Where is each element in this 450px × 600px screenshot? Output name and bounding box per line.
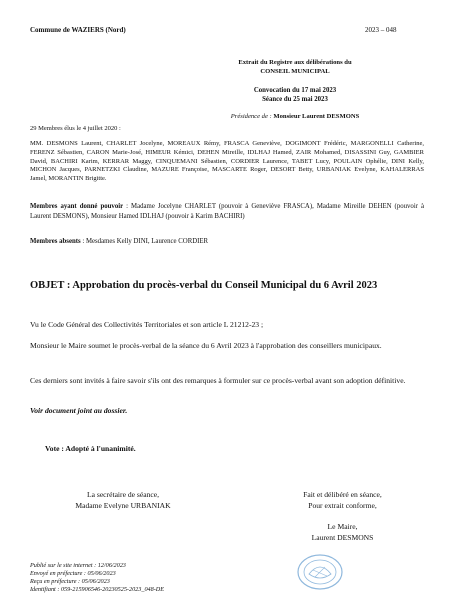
received-prefecture-date: Reçu en préfecture : 05/06/2023 — [30, 578, 110, 585]
deliberation-number: 2023 – 048 — [365, 26, 397, 34]
sent-prefecture-date: Envoyé en préfecture : 05/06/2023 — [30, 570, 116, 577]
certification-line-1: Fait et délibéré en séance, — [303, 490, 382, 499]
presidence-name: Monsieur Laurent DESMONS — [273, 113, 360, 120]
remarks-invitation: Ces derniers sont invités à faire savoir s'ils ont des remarques à formuler sur ce procès-verbal avant son adoption définitive. — [30, 376, 406, 385]
convocation-date: Convocation du 17 mai 2023 — [253, 87, 337, 94]
attached-document-note: Voir document joint au dossier. — [30, 406, 128, 415]
mayor-submission: Monsieur le Maire soumet le procès-verbal de la séance du 6 Avril 2023 à l'approbation des conseillers municipaux. — [30, 341, 382, 350]
absent-text: : Mesdames Kelly DINI, Laurence CORDIER — [80, 238, 209, 245]
secretary-signature — [58, 490, 188, 511]
presidence-label: Présidence de : — [230, 113, 274, 120]
members-list: MM. DESMONS Laurent, CHARLET Jocelyne, MOREAUX Rémy, FRASCA Geneviève, DOGIMONT Frédéric, MARGONELLI Catherine, FERENZ Sébastien, CARON Marie-José, HIMEUR Kémici, DEHEN Mireille, IDLHAJ Hamed, ZAIR Mohamed, DISASSINI Guy, GAMBIER David, BACHIRI Karim, KERRAR Maggy, CINQUEMANI Sébastien, CORDIER Laurence, TABET Lucy, POULAIN Ophélie, DINI Kelly, MICHON Jacques, PARNETZKI Claudine, MAZURE Françoise, MASCARTE Roger, DESORT Betty, URBANIAK Evelyne, KAHALERRAS Jamel, MORANTIN Brigitte. — [30, 140, 424, 183]
secretary-name: Madame Evelyne URBANIAK — [75, 500, 171, 510]
subject-heading: OBJET : Approbation du procès-verbal du Conseil Municipal du 6 Avril 2023 — [30, 280, 378, 291]
presidence-line — [190, 113, 400, 120]
mayor-signature — [280, 522, 405, 543]
published-date: Publié sur le site internet : 12/06/2023 — [30, 562, 126, 569]
municipal-seal-icon — [295, 552, 345, 592]
certification-block — [280, 490, 405, 511]
proxy-label: Membres ayant donné pouvoir — [30, 203, 124, 210]
legal-reference: Vu le Code Général des Collectivités Territoriales et son article L 21212-23 ; — [30, 320, 264, 329]
register-line-1: Extrait du Registre aux délibérations du — [238, 59, 352, 66]
transmission-metadata — [30, 562, 164, 594]
mayor-title: Le Maire, — [327, 522, 358, 531]
absent-members — [30, 238, 424, 245]
members-intro: 29 Membres élus le 4 juillet 2020 : — [30, 125, 121, 132]
convocation-block — [190, 86, 400, 104]
absent-label: Membres absents — [30, 238, 81, 245]
mayor-name: Laurent DESMONS — [311, 532, 374, 542]
commune-name: Commune de WAZIERS (Nord) — [30, 26, 126, 34]
session-date: Séance du 25 mai 2023 — [262, 96, 328, 103]
vote-result: Vote : Adopté à l'unanimité. — [45, 444, 136, 453]
register-extract — [190, 58, 400, 76]
certification-line-2: Pour extrait conforme, — [308, 500, 377, 510]
secretary-title: La secrétaire de séance, — [86, 490, 160, 499]
act-identifier: Identifiant : 059-215906546-20230525-2023_048-DE — [30, 586, 165, 593]
register-line-2: CONSEIL MUNICIPAL — [260, 68, 330, 75]
proxy-text: : Madame Jocelyne CHARLET (pouvoir à Geneviève FRASCA), Madame Mireille DEHEN (pouvoir à Laurent DESMONS), Monsieur Hamed IDLHAJ (pouvoir à Karim BACHIRI) — [30, 203, 424, 220]
proxy-members — [30, 202, 424, 221]
